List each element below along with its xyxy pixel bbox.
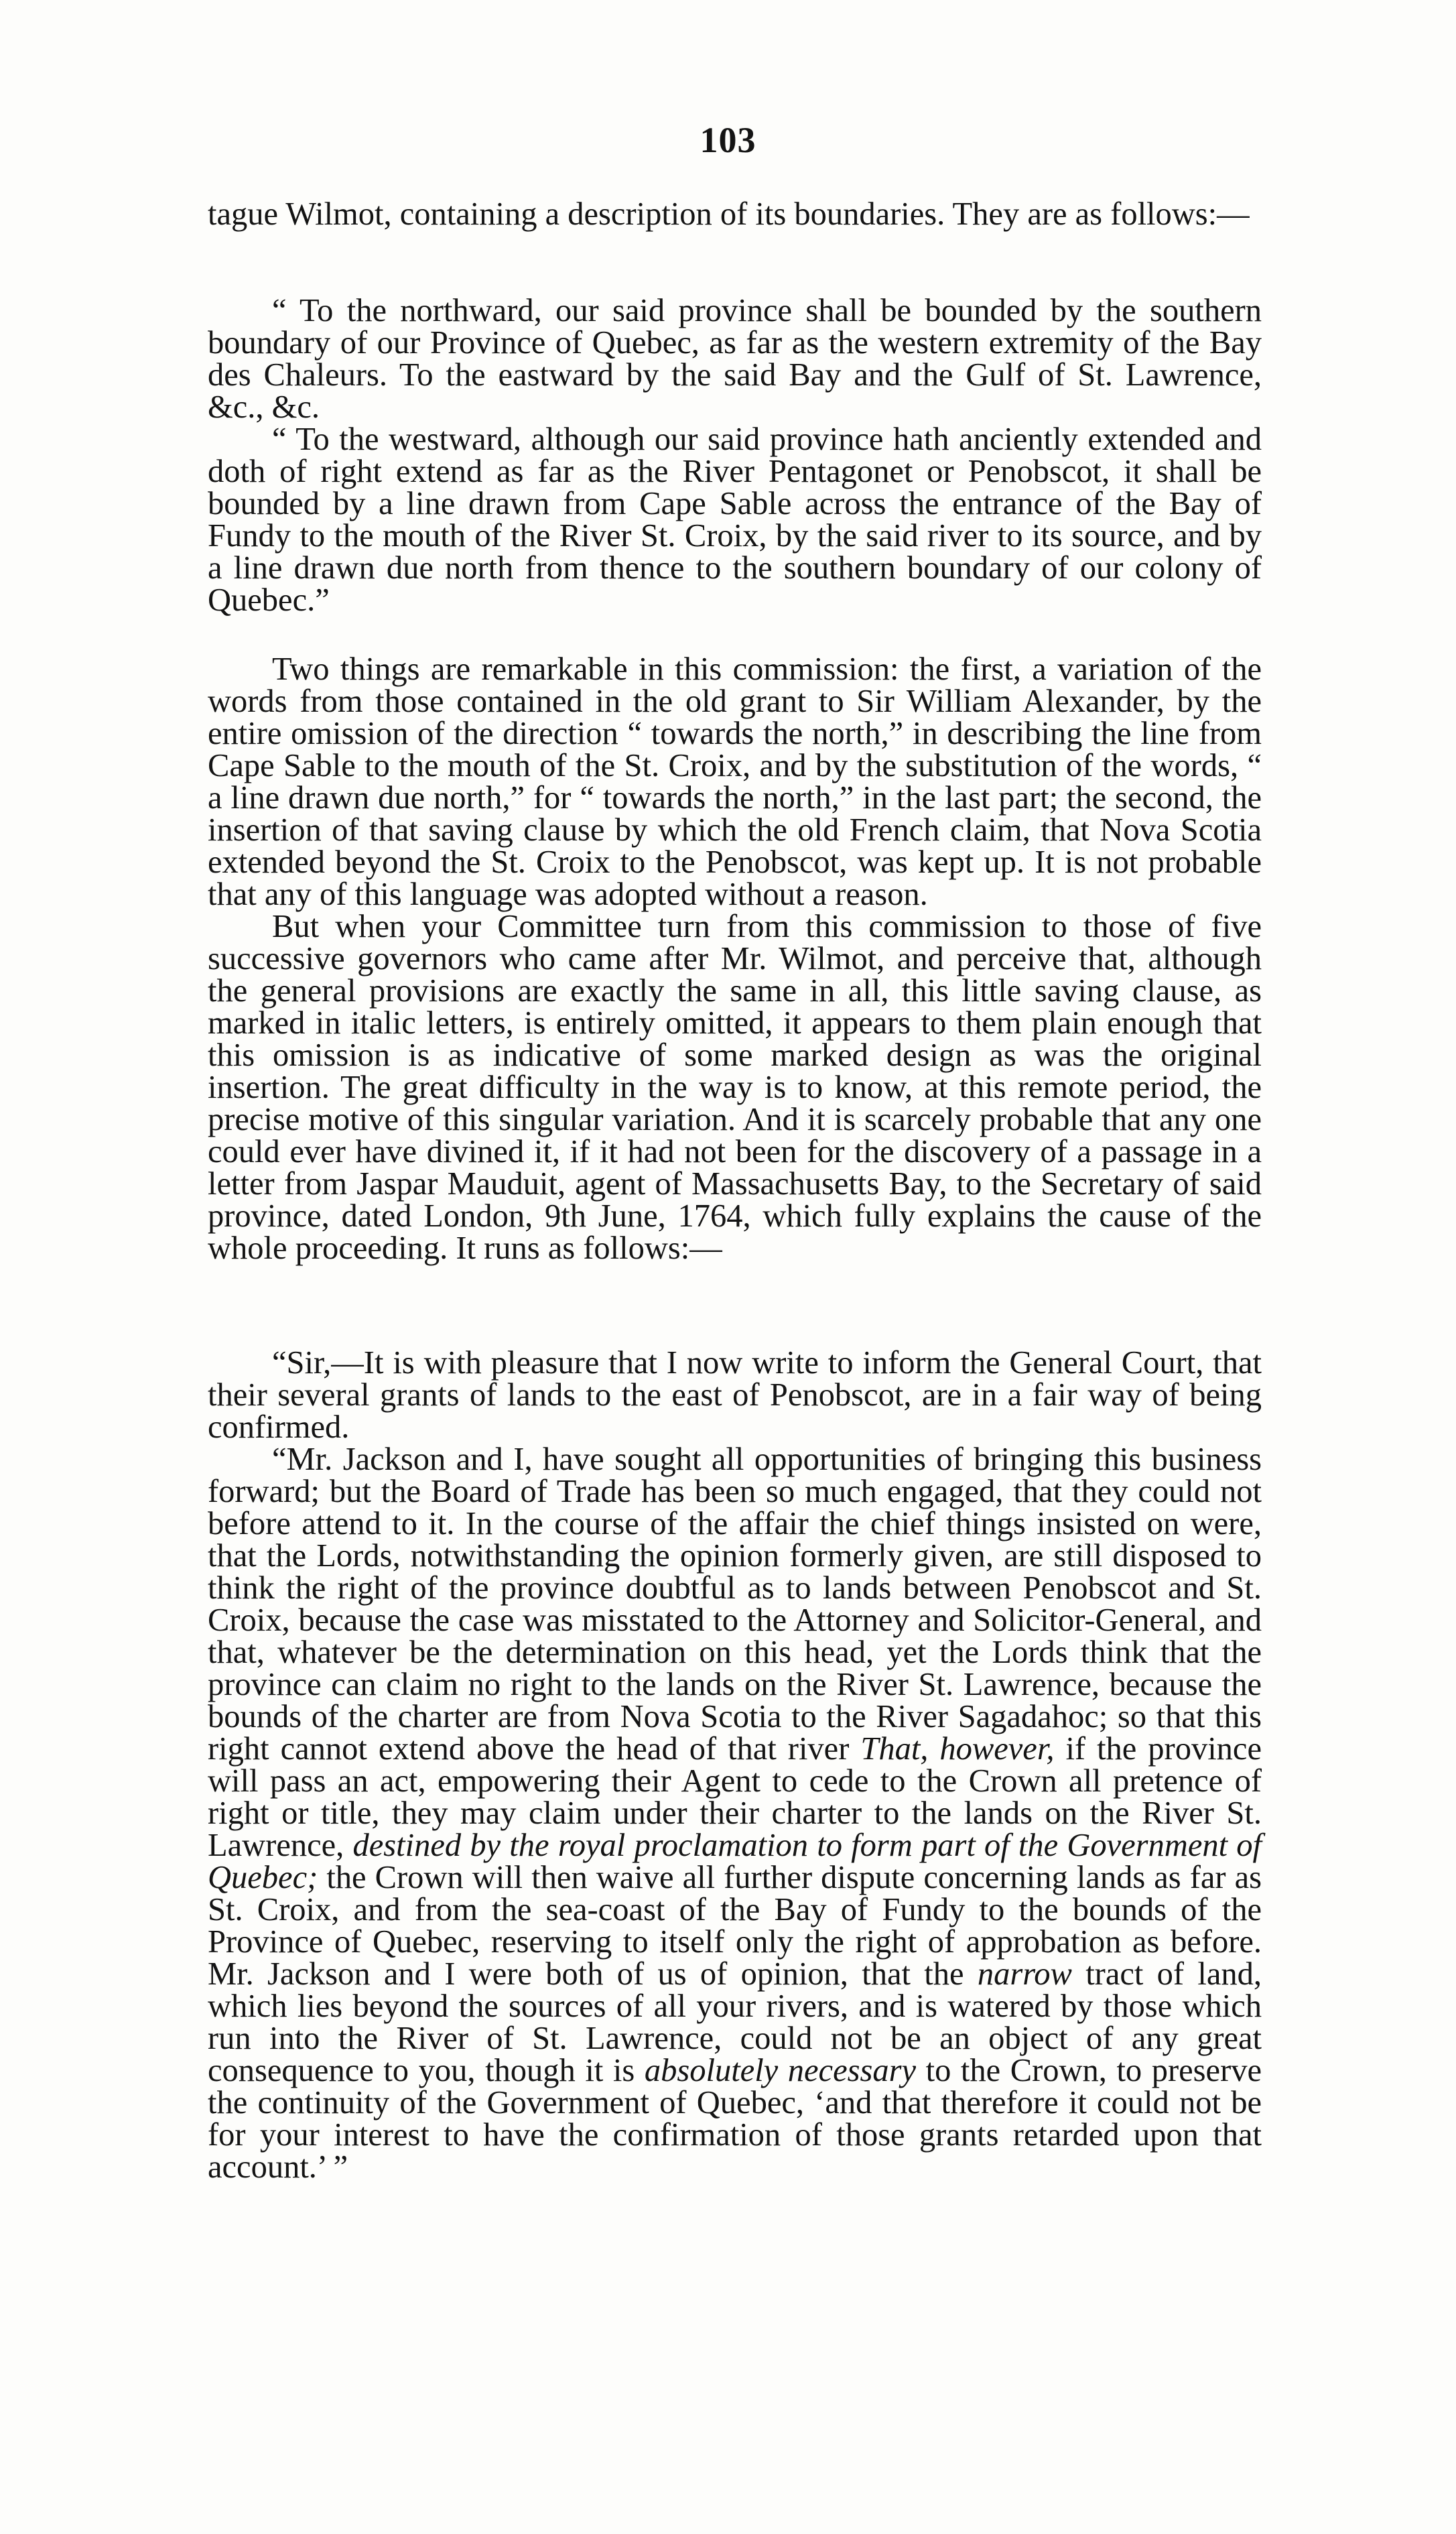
letter-text-a: “Mr. Jackson and I, have sought all opportunities of bringing this business forward; but the Board of Trade has been so much engaged, that they could not before attend to it. In the course of the affair the chief things insisted on were, that the Lords, notwithstanding the opinion formerly given, are still disposed to think the right of the province doubtful as to lands between Penobscot and St. Croix, because the case was misstated to the Attorney and Solicitor-General, and that, whatever be the determination on this head, yet the Lords think that the province can claim no right to the lands on the River St. Lawrence, because the bounds of the charter are from Nova Scotia to the River Sagadahoc; so that this right cannot extend above the head of that river <box>208 1442 1262 1767</box>
commission-quote <box>208 295 1262 617</box>
italic-phrase-royal-proclamation: destined by the royal proclamation to form part of the Government of Quebec; <box>208 1828 1262 1895</box>
commission-north-paragraph: “ To the northward, our said province shall be bounded by the southern boundary of our Province of Quebec, as far as the western extremity of the Bay des Chaleurs. To the eastward by the said Bay and the Gulf of St. Lawrence, &c., &c. <box>208 293 1262 425</box>
letter-text-b: if the province will pass an act, empowering their Agent to cede to the Crown all pretence of right or title, they may claim under their charter to the lands on the River St. Lawrence, <box>208 1731 1262 1863</box>
letter-text-d: tract of land, which lies beyond the sources of all your rivers, and is watered by those which run into the River of St. Lawrence, could not be an object of any great consequence to you, though it is <box>208 1956 1262 2088</box>
letter-paragraph-1: “Sir,—It is with pleasure that I now write to inform the General Court, that their several grants of lands to the east of Penobscot, are in a fair way of being confirmed. <box>208 1345 1262 1445</box>
italic-phrase-that-however: That, however, <box>860 1731 1055 1767</box>
italic-word-narrow: narrow <box>977 1956 1072 1992</box>
discussion-paragraph-2: But when your Committee turn from this commission to those of five successive governors who came after Mr. Wilmot, and perceive that, although the general provisions are exactly the same in all, this little saving clause, as marked in italic letters, is entirely omitted, it appears to them plain enough that this omission is as indicative of some marked design as was the original insertion. The great difficulty in the way is to know, at this remote period, the precise motive of this singular variation. And it is scarcely probable that any one could ever have divined it, if it had not been for the discovery of a passage in a letter from Jaspar Mauduit, agent of Massachusetts Bay, to the Secretary of said province, dated London, 9th June, 1764, which fully explains the cause of the whole proceeding. It runs as follows:— <box>208 909 1262 1266</box>
discussion-section <box>208 653 1262 1265</box>
letter-paragraph-2 <box>208 1444 1262 2183</box>
letter-text-c: the Crown will then waive all further dispute concerning lands as far as St. Croix, and from the sea-coast of the Bay of Fundy to the bounds of the Province of Quebec, reserving to itself only the right of approbation as before. Mr. Jackson and I were both of us of opinion, that the <box>208 1860 1262 1992</box>
commission-west-paragraph: “ To the westward, although our said province hath anciently extended and doth of right extend as far as the River Pentagonet or Penobscot, it shall be bounded by a line drawn from Cape Sable across the entrance of the Bay of Fundy to the mouth of the River St. Croix, by the said river to its source, and by a line drawn due north from thence to the southern boundary of our colony of Quebec.” <box>208 422 1262 618</box>
page-number: 103 <box>700 120 756 160</box>
italic-phrase-absolutely-necessary: absolutely necessary <box>644 2053 917 2088</box>
intro-section <box>208 198 1262 231</box>
intro-paragraph: tague Wilmot, containing a description of its boundaries. They are as follows:— <box>208 196 1250 232</box>
discussion-paragraph-1: Two things are remarkable in this commission: the first, a variation of the words from those contained in the old grant to Sir William Alexander, by the entire omission of the direction “ towards the north,” in describing the line from Cape Sable to the mouth of the St. Croix, and by the substitution of the words, “ a line drawn due north,” for “ towards the north,” in the last part; the second, the insertion of that saving clause by which the old French claim, that Nova Scotia extended beyond the St. Croix to the Penobscot, was kept up. It is not probable that any of this language was adopted without a reason. <box>208 651 1262 912</box>
letter-text-e: to the Crown, to preserve the continuity of the Government of Quebec, ‘and that therefore it could not be for your interest to have the confirmation of those grants retarded upon that account.’ ” <box>208 2053 1262 2185</box>
letter-quote <box>208 1347 1262 2183</box>
